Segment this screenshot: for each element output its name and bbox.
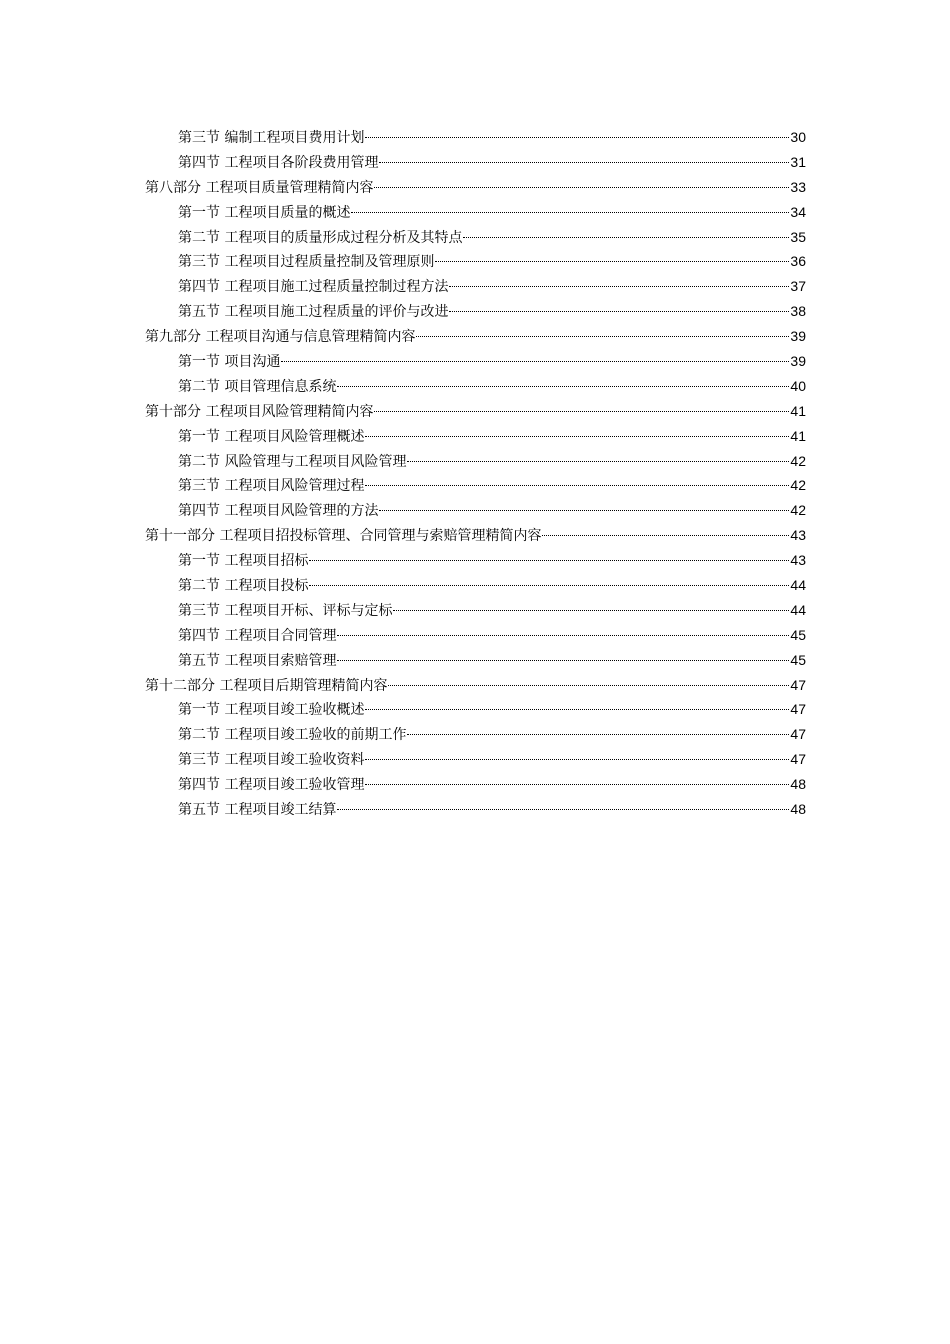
toc-entry-title: 第三节 工程项目风险管理过程 (178, 478, 365, 495)
toc-entry-title: 第一节 项目沟通 (178, 354, 281, 371)
toc-page-number: 48 (790, 801, 806, 818)
toc-dot-leader (449, 286, 789, 287)
toc-entry[interactable] (145, 299, 806, 324)
toc-entry-title: 第二节 风险管理与工程项目风险管理 (178, 453, 407, 470)
toc-entry[interactable] (145, 150, 806, 175)
toc-page-number: 39 (790, 328, 806, 345)
toc-dot-leader (365, 436, 789, 437)
toc-page-number: 45 (790, 626, 806, 643)
toc-page-number: 47 (790, 726, 806, 743)
toc-page-number: 42 (790, 477, 806, 494)
toc-dot-leader (337, 386, 789, 387)
toc-entry[interactable] (145, 175, 806, 200)
toc-page-number: 40 (790, 377, 806, 394)
toc-dot-leader (365, 784, 789, 785)
toc-page-number: 44 (790, 601, 806, 618)
toc-entry-title: 第五节 工程项目施工过程质量的评价与改进 (178, 304, 449, 321)
toc-entry-title: 第四节 工程项目各阶段费用管理 (178, 154, 379, 171)
toc-entry-title: 第二节 项目管理信息系统 (178, 378, 337, 395)
toc-entry[interactable] (145, 473, 806, 498)
toc-dot-leader (379, 510, 789, 511)
toc-entry[interactable] (145, 200, 806, 225)
table-of-contents (145, 125, 806, 822)
toc-dot-leader (337, 809, 789, 810)
toc-page-number: 47 (790, 676, 806, 693)
toc-page-number: 45 (790, 651, 806, 668)
toc-page-number: 43 (790, 527, 806, 544)
toc-entry[interactable] (145, 598, 806, 623)
toc-entry-title: 第三节 工程项目过程质量控制及管理原则 (178, 254, 435, 271)
toc-entry-title: 第九部分 工程项目沟通与信息管理精简内容 (145, 329, 416, 346)
toc-entry-title: 第三节 工程项目开标、评标与定标 (178, 602, 393, 619)
toc-page-number: 33 (790, 178, 806, 195)
toc-page-number: 31 (790, 153, 806, 170)
toc-entry-title: 第四节 工程项目风险管理的方法 (178, 503, 379, 520)
toc-dot-leader (351, 212, 789, 213)
toc-entry-title: 第十二部分 工程项目后期管理精简内容 (145, 677, 388, 694)
toc-page-number: 30 (790, 129, 806, 145)
toc-entry-title: 第二节 工程项目投标 (178, 578, 309, 595)
toc-page-number: 35 (790, 228, 806, 245)
toc-dot-leader (281, 361, 789, 362)
toc-entry-title: 第八部分 工程项目质量管理精简内容 (145, 179, 374, 196)
toc-page-number: 42 (790, 452, 806, 469)
toc-entry-title: 第十部分 工程项目风险管理精简内容 (145, 403, 374, 420)
toc-dot-leader (365, 137, 789, 138)
toc-page-number: 39 (790, 353, 806, 370)
toc-entry-title: 第二节 工程项目竣工验收的前期工作 (178, 727, 407, 744)
toc-entry[interactable] (145, 125, 806, 150)
toc-page-number: 38 (790, 303, 806, 320)
toc-dot-leader (309, 560, 789, 561)
toc-entry[interactable] (145, 449, 806, 474)
toc-entry[interactable] (145, 399, 806, 424)
toc-dot-leader (463, 237, 789, 238)
toc-dot-leader (407, 461, 789, 462)
toc-entry[interactable] (145, 747, 806, 772)
toc-page-number: 47 (790, 751, 806, 768)
toc-page-number: 42 (790, 502, 806, 519)
toc-entry[interactable] (145, 772, 806, 797)
toc-dot-leader (365, 485, 789, 486)
toc-dot-leader (379, 162, 789, 163)
toc-page-number: 41 (790, 402, 806, 419)
toc-entry[interactable] (145, 548, 806, 573)
toc-dot-leader (365, 759, 789, 760)
toc-entry-title: 第四节 工程项目竣工验收管理 (178, 777, 365, 794)
toc-dot-leader (416, 336, 789, 337)
toc-entry[interactable] (145, 249, 806, 274)
toc-dot-leader (309, 585, 789, 586)
toc-entry-title: 第一节 工程项目招标 (178, 553, 309, 570)
toc-entry[interactable] (145, 697, 806, 722)
toc-dot-leader (449, 311, 789, 312)
toc-page-number: 44 (790, 577, 806, 594)
toc-entry[interactable] (145, 349, 806, 374)
toc-dot-leader (388, 685, 789, 686)
toc-entry-title: 第一节 工程项目竣工验收概述 (178, 702, 365, 719)
toc-dot-leader (374, 187, 789, 188)
toc-entry-title: 第三节 编制工程项目费用计划 (178, 130, 365, 146)
toc-dot-leader (407, 734, 789, 735)
toc-entry-title: 第一节 工程项目质量的概述 (178, 204, 351, 221)
toc-entry[interactable] (145, 274, 806, 299)
toc-entry-title: 第四节 工程项目施工过程质量控制过程方法 (178, 279, 449, 296)
toc-page-number: 47 (790, 701, 806, 718)
toc-page-number: 48 (790, 776, 806, 793)
toc-entry[interactable] (145, 374, 806, 399)
toc-entry[interactable] (145, 225, 806, 250)
toc-entry-title: 第五节 工程项目索赔管理 (178, 652, 337, 669)
toc-page-number: 37 (790, 278, 806, 295)
toc-dot-leader (542, 535, 789, 536)
toc-entry[interactable] (145, 797, 806, 822)
toc-entry-title: 第五节 工程项目竣工结算 (178, 802, 337, 819)
toc-entry[interactable] (145, 573, 806, 598)
toc-dot-leader (374, 411, 789, 412)
toc-entry[interactable] (145, 623, 806, 648)
toc-entry[interactable] (145, 673, 806, 698)
toc-page-number: 41 (790, 427, 806, 444)
toc-page-number: 34 (790, 203, 806, 220)
toc-dot-leader (435, 261, 789, 262)
toc-entry[interactable] (145, 648, 806, 673)
toc-entry[interactable] (145, 498, 806, 523)
toc-entry-title: 第二节 工程项目的质量形成过程分析及其特点 (178, 229, 463, 246)
toc-entry[interactable] (145, 722, 806, 747)
toc-dot-leader (393, 610, 789, 611)
toc-entry-title: 第四节 工程项目合同管理 (178, 627, 337, 644)
toc-entry-title: 第三节 工程项目竣工验收资料 (178, 752, 365, 769)
toc-entry[interactable] (145, 424, 806, 449)
toc-entry[interactable] (145, 523, 806, 548)
toc-entry[interactable] (145, 324, 806, 349)
toc-entry-title: 第十一部分 工程项目招投标管理、合同管理与索赔管理精简内容 (145, 528, 542, 545)
toc-entry-title: 第一节 工程项目风险管理概述 (178, 428, 365, 445)
toc-dot-leader (365, 709, 789, 710)
toc-page-number: 43 (790, 552, 806, 569)
toc-dot-leader (337, 660, 789, 661)
toc-dot-leader (337, 635, 789, 636)
toc-page-number: 36 (790, 253, 806, 270)
